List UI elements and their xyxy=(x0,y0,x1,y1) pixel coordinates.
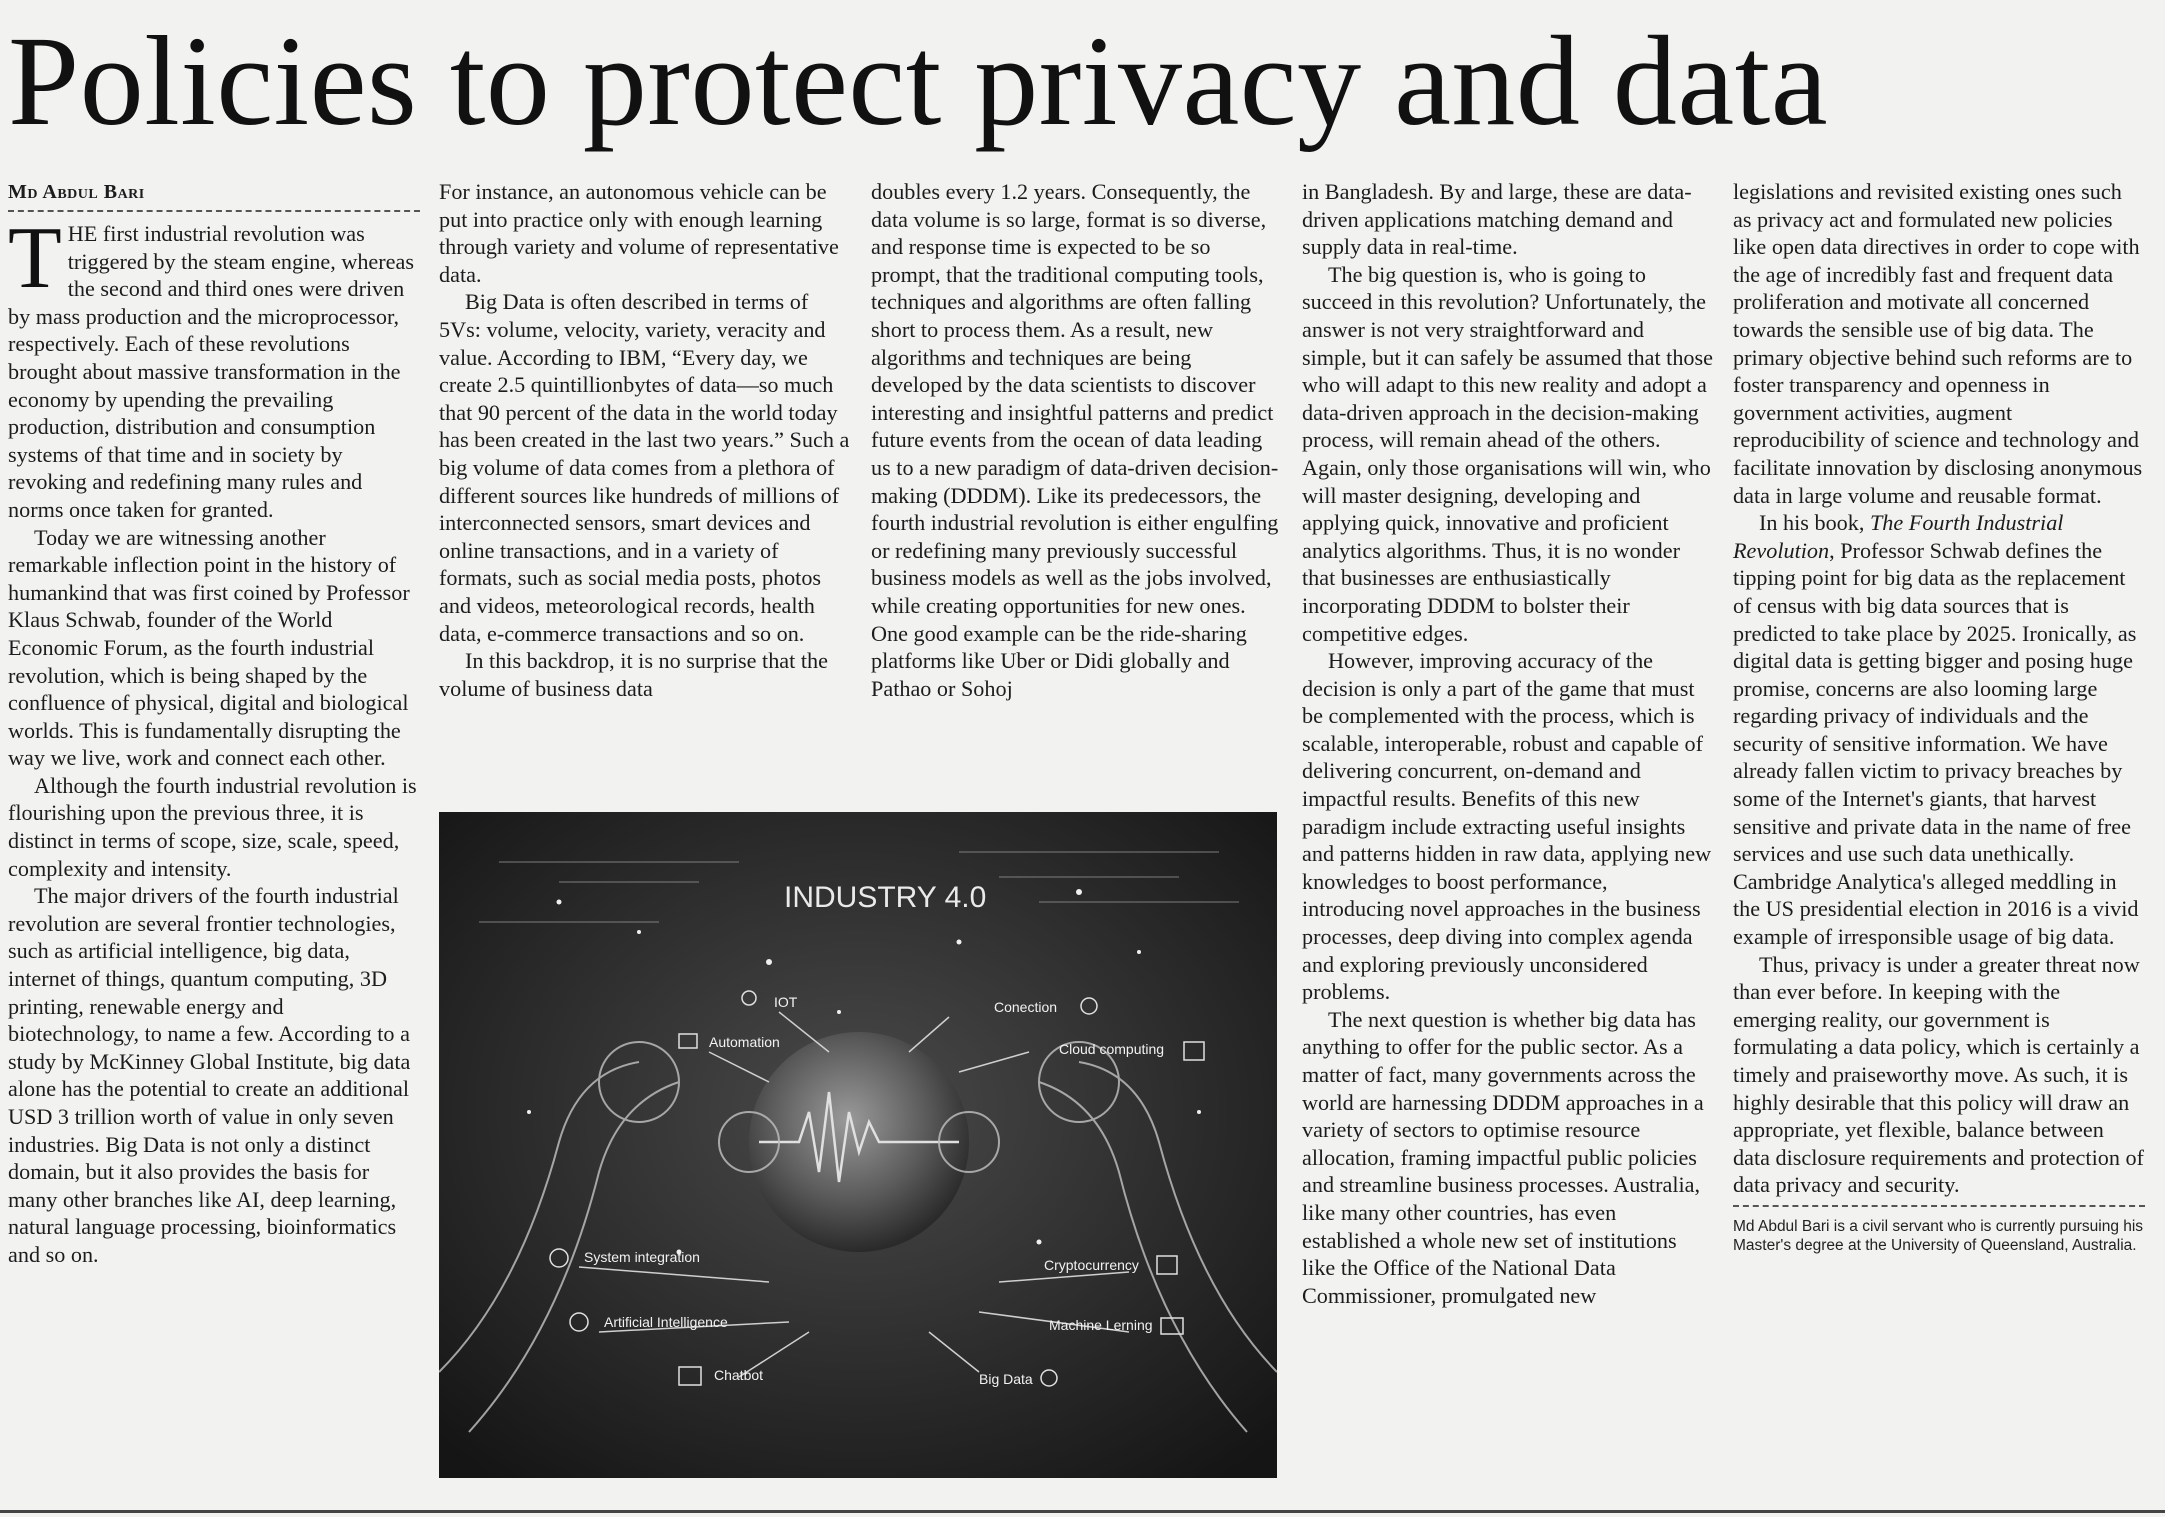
label-connection: Conection xyxy=(994,999,1058,1015)
article-column-2 xyxy=(439,178,851,702)
label-cryptocurrency: Cryptocurrency xyxy=(1044,1257,1139,1273)
headline: Policies to protect privacy and data xyxy=(8,10,1829,152)
label-system-integration: System integration xyxy=(584,1249,700,1265)
illustration-svg xyxy=(439,812,1277,1478)
label-automation: Automation xyxy=(709,1034,780,1050)
paragraph: THE first industrial revolution was triggered by the steam engine, whereas the second and third ones were driven by mass production and the microprocessor, respectively. Each of these revolutions brought about massive transformation in the economy by upending the prevailing production, distribution and consumption systems of that time and in society by revoking and redefining many rules and norms once taken for granted. xyxy=(8,210,415,522)
paragraph: In his book, The Fourth Industrial Revolution, Professor Schwab defines the tipping point for big data as the replacement of census with big data sources that is predicted to take place by 2025. Ironically, as digital data is getting bigger and posing huge promise, concerns are also looming large regarding privacy of individuals and the security of sensitive information. We have already fallen victim to privacy breaches by some of the Internet's giants, that harvest sensitive and private data in the name of free services and use such data unethically. Cambridge Analytica's alleged meddling in the US presidential election in 2016 is a vivid example of irresponsible usage of big data. xyxy=(1733,510,2139,950)
paragraph: in Bangladesh. By and large, these are data-driven applications matching demand and supply data in real-time. xyxy=(1302,179,1692,260)
label-iot: IOT xyxy=(774,994,798,1010)
paragraph: Big Data is often described in terms of 5Vs: volume, velocity, variety, veracity and value. According to IBM, “Every day, we create 2.5 quintillionbytes of data—so much that 90 percent of the data in the world today has been created in the last two years.” Such a big volume of data comes from a plethora of different sources like hundreds of millions of interconnected sensors, smart devices and online transactions, and in a variety of formats, such as social media posts, photos and videos, meteorological records, health data, e-commerce transactions and so on. xyxy=(439,289,850,646)
paragraph: doubles every 1.2 years. Consequently, the data volume is so large, format is so diverse, and response time is expected to be so prompt, that the traditional computing tools, techniques and algorithms are often falling short to process them. As a result, new algorithms and techniques are being developed by the data scientists to discover interesting and insightful patterns and predict future events from the ocean of data leading us to a new paradigm of data-driven decision-making (DDDM). Like its predecessors, the fourth industrial revolution is either engulfing or redefining many previously successful business models as well as the jobs involved, while creating opportunities for new ones. One good example can be the ride-sharing platforms like Uber or Didi globally and Pathao or Sohoj xyxy=(871,179,1279,701)
page-bottom-rule xyxy=(0,1510,2165,1513)
paragraph: The next question is whether big data has anything to offer for the public sector. As a matter of fact, many governments across the world are harnessing DDDM approaches in a variety of sectors to optimise resource allocation, framing impactful public policies and streamline business processes. Australia, like many other countries, has even established a whole new set of institutions like the Office of the National Data Commissioner, promulgated new xyxy=(1302,1006,1704,1308)
figure-title: INDUSTRY 4.0 xyxy=(784,881,987,914)
label-chatbot: Chatbot xyxy=(714,1367,764,1383)
label-artificial-intelligence: Artificial Intelligence xyxy=(604,1314,728,1330)
paragraph: However, improving accuracy of the decision is only a part of the game that must be complemented with the process, which is scalable, interoperable, robust and capable of delivering concurrent, on-demand and impactful results. Benefits of this new paradigm include extracting useful insights and patterns hidden in raw data, applying new knowledges to boost performance, introducing novel approaches in the business processes, deep diving into complex agenda and exploring previously unconsidered problems. xyxy=(1302,648,1712,1005)
article-column-3 xyxy=(871,178,1283,702)
bio-divider xyxy=(1733,1205,2145,1207)
article-column-5 xyxy=(1733,178,2145,1255)
label-big-data: Big Data xyxy=(979,1371,1033,1387)
industry-4-illustration xyxy=(439,812,1277,1478)
byline: Md Abdul Bari xyxy=(8,181,145,203)
book-title: The Fourth Industrial Revolution xyxy=(1733,510,2064,563)
paragraph: legislations and revisited existing ones such as privacy act and formulated new policies like open data directives in order to cope with the age of incredibly fast and frequent data proliferation and motivate all concerned towards the sensible use of big data. The primary objective behind such reforms are to foster transparency and openness in government activities, augment reproducibility of science and technology and facilitate innovation by disclosing anonymous data in large volume and reusable format. xyxy=(1733,179,2143,508)
byline-divider xyxy=(8,210,420,212)
label-machine-learning: Machine Lerning xyxy=(1049,1317,1153,1333)
paragraph: Although the fourth industrial revolution is flourishing upon the previous three, it is distinct in terms of scope, size, scale, speed, complexity and intensity. xyxy=(8,772,417,881)
paragraph: The big question is, who is going to succeed in this revolution? Unfortunately, the answer is not very straightforward and simple, but it can safely be assumed that those who will adapt to this new reality and adopt a data-driven approach in the decision-making process, will remain ahead of the others. Again, only those organisations will win, who will master designing, developing and applying quick, innovative and proficient analytics algorithms. Thus, it is no wonder that businesses are enthusiastically incorporating DDDM to bolster their competitive edges. xyxy=(1302,261,1713,646)
paragraph: In this backdrop, it is no surprise that the volume of business data xyxy=(439,648,828,701)
paragraph: For instance, an autonomous vehicle can be put into practice only with enough learning through variety and volume of representative data. xyxy=(439,179,839,287)
article-column-4 xyxy=(1302,178,1714,1309)
article-column-1 xyxy=(8,178,420,1269)
paragraph: Thus, privacy is under a greater threat now than ever before. In keeping with the emerging reality, our government is formulating a data policy, which is certainly a timely and praiseworthy move. As such, it is highly desirable that this policy will draw an appropriate, yet flexible, balance between data disclosure requirements and protection of data privacy and security. xyxy=(1733,951,2144,1198)
author-bio: Md Abdul Bari is a civil servant who is currently pursuing his Master's degree at the University of Queensland, Australia. xyxy=(1733,1217,2144,1254)
paragraph: The major drivers of the fourth industrial revolution are several frontier technologies, such as artificial intelligence, big data, internet of things, quantum computing, 3D printing, renewable energy and biotechnology, to name a few. According to a study by McKinney Global Institute, big data alone has the potential to create an additional USD 3 trillion worth of value in only seven industries. Big Data is not only a distinct domain, but it also provides the basis for many other branches like AI, deep learning, natural language processing, bioinformatics and so on. xyxy=(8,883,411,1267)
label-cloud-computing: Cloud computing xyxy=(1059,1041,1165,1057)
drop-cap: T xyxy=(8,210,62,307)
paragraph: Today we are witnessing another remarkable inflection point in the history of humankind that was first coined by Professor Klaus Schwab, founder of the World Economic Forum, as the fourth industrial revolution, which is being shaped by the confluence of physical, digital and biological worlds. This is fundamentally disrupting the way we live, work and connect each other. xyxy=(8,524,410,771)
